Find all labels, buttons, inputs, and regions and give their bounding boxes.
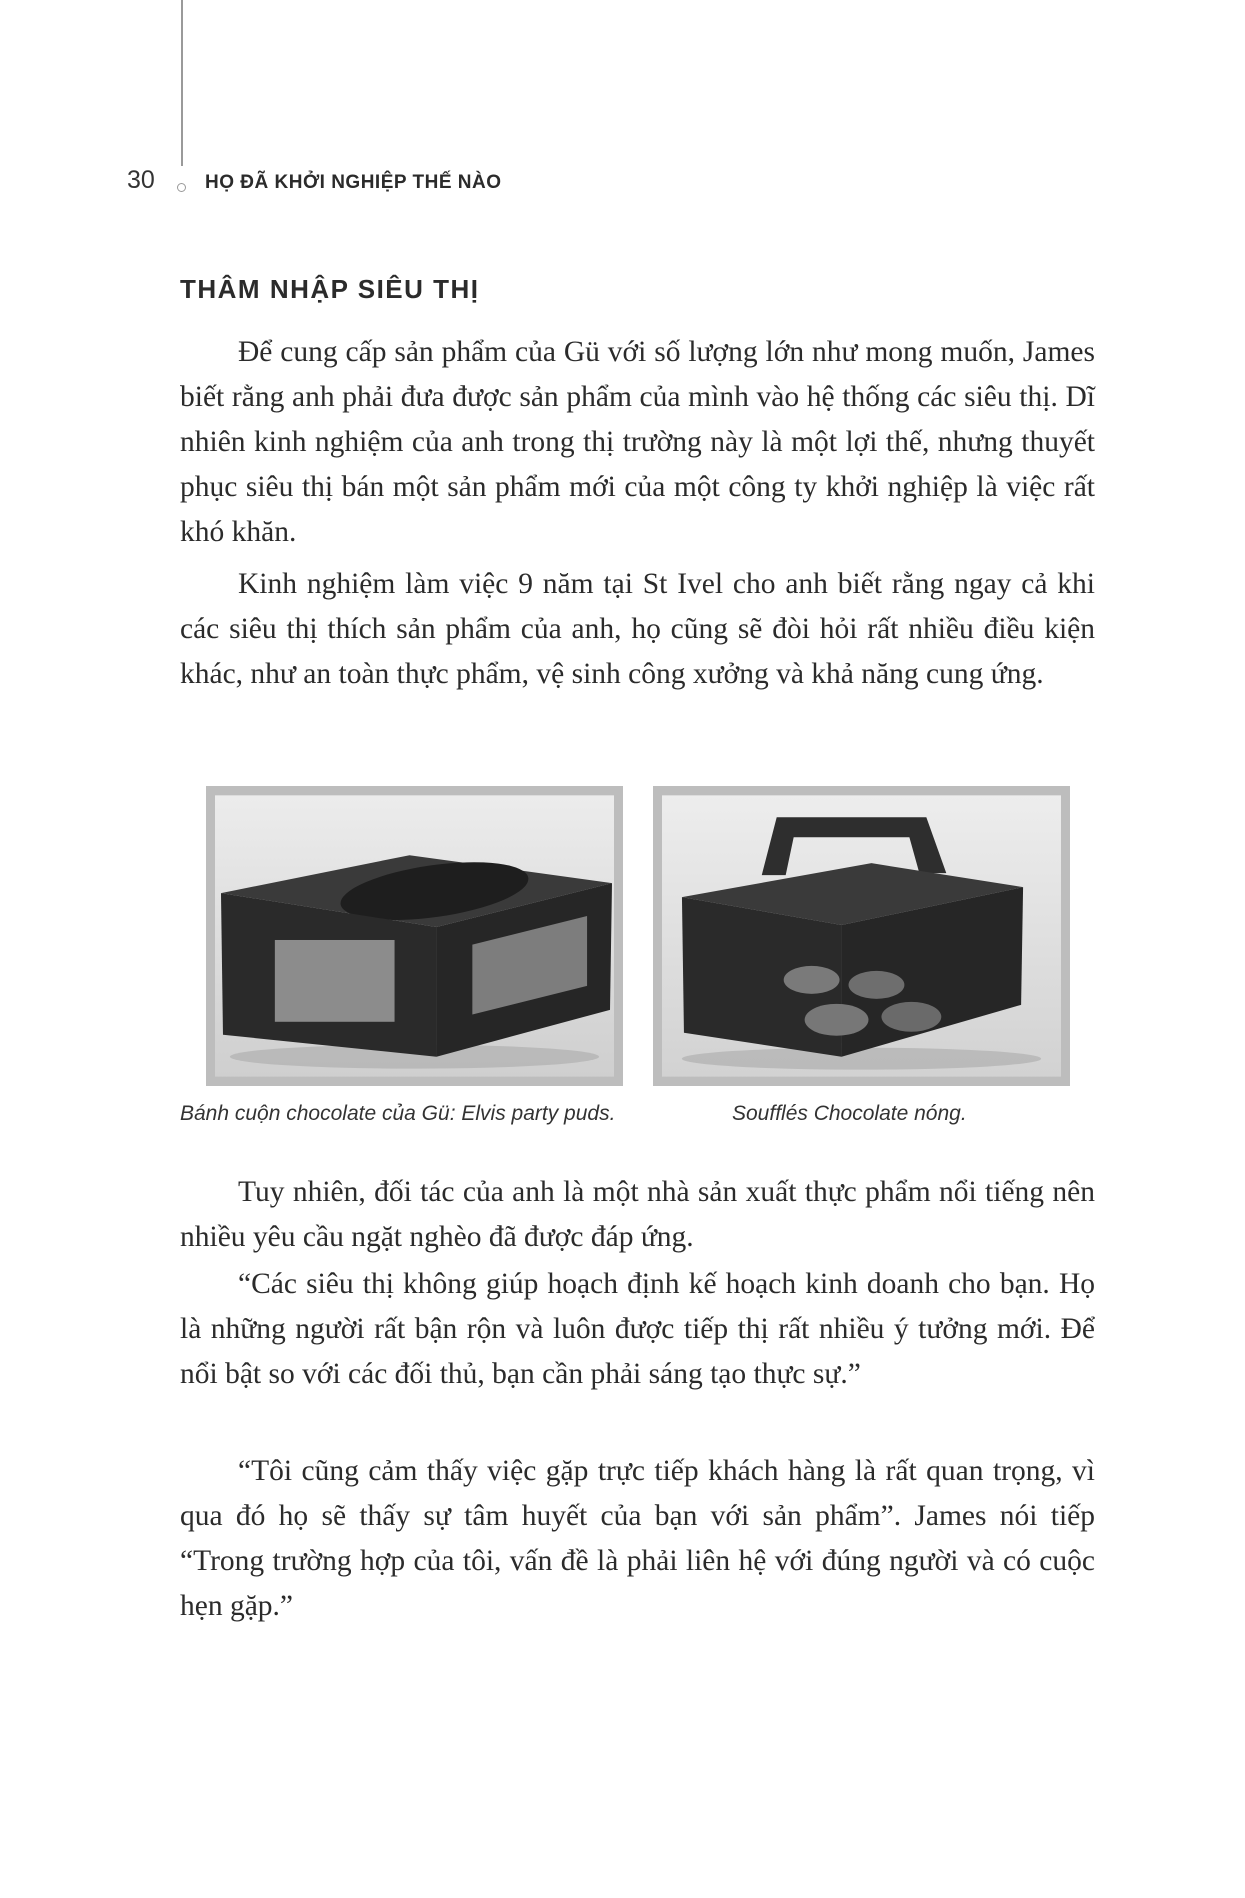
margin-rule: [181, 0, 183, 166]
figure-caption-1: Bánh cuộn chocolate của Gü: Elvis party puds.: [180, 1102, 616, 1125]
figure-caption-2: Soufflés Chocolate nóng.: [732, 1102, 967, 1125]
paragraph-1: Để cung cấp sản phẩm của Gü với số lượng lớn như mong muốn, James biết rằng anh phải đưa được sản phẩm của mình vào hệ thống các siêu thị. Dĩ nhiên kinh nghiệm của anh trong thị trường này là một lợi thế, nhưng thuyết phục siêu thị bán một sản phẩm mới của một công ty khởi nghiệp là việc rất khó khăn.: [180, 336, 1095, 548]
running-title: HỌ ĐÃ KHỞI NGHIỆP THẾ NÀO: [205, 172, 502, 193]
gu-handle-box-icon: [662, 795, 1061, 1077]
gu-box-icon: [215, 795, 614, 1077]
paragraph-5: “Tôi cũng cảm thấy việc gặp trực tiếp khách hàng là rất quan trọng, vì qua đó họ sẽ thấy sự tâm huyết của bạn với sản phẩm”. James nói tiếp “Trong trường hợp của tôi, vấn đề là phải liên hệ với đúng người và có cuộc hẹn gặp.”: [180, 1455, 1095, 1622]
product-photo-souffles: [653, 786, 1070, 1086]
product-photo-party-puds: [206, 786, 623, 1086]
paragraph-3: Tuy nhiên, đối tác của anh là một nhà sản xuất thực phẩm nổi tiếng nên nhiều yêu cầu ngặt nghèo đã được đáp ứng.: [180, 1176, 1095, 1253]
page-number: 30: [127, 166, 155, 194]
section-title: THÂM NHẬP SIÊU THỊ: [180, 274, 480, 304]
paragraph-4: “Các siêu thị không giúp hoạch định kế hoạch kinh doanh cho bạn. Họ là những người rất bận rộn và luôn được tiếp thị rất nhiều ý tưởng mới. Để nổi bật so với các đối thủ, bạn cần phải sáng tạo thực sự.”: [180, 1268, 1095, 1390]
margin-rule-ornament: [177, 183, 186, 192]
paragraph-2: Kinh nghiệm làm việc 9 năm tại St Ivel cho anh biết rằng ngay cả khi các siêu thị thích sản phẩm của anh, họ cũng sẽ đòi hỏi rất nhiều điều kiện khác, như an toàn thực phẩm, vệ sinh công xưởng và khả năng cung ứng.: [180, 568, 1095, 690]
